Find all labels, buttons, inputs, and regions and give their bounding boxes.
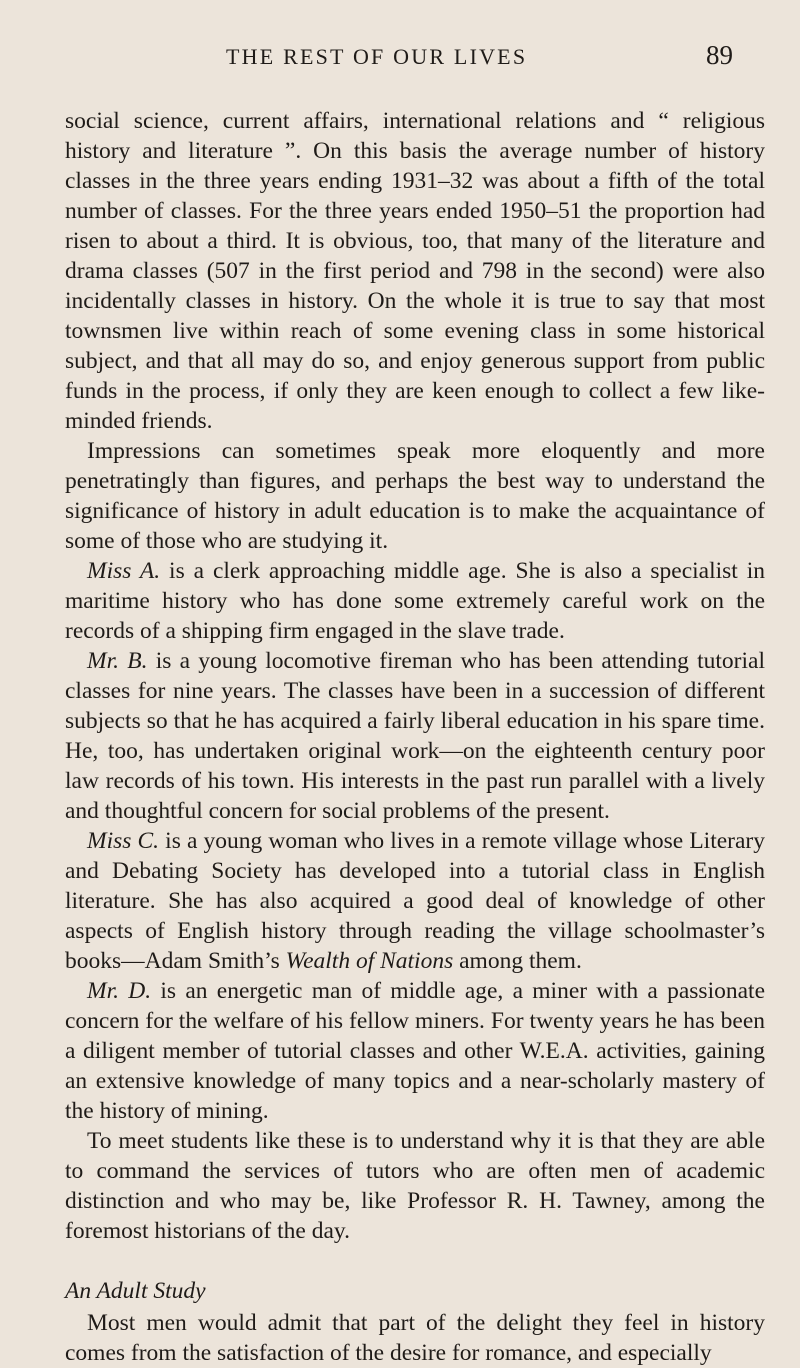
paragraph-text-tail: among them.: [453, 948, 582, 974]
paragraph-miss-c: [65, 826, 765, 976]
page-number: 89: [706, 40, 733, 70]
paragraph-text: To meet students like these is to understand why it is that they are able to command the services of tutors who are often men of academic distinction and who may be, like Professor R. H. Tawney, among the foremost historians of the day.: [65, 1128, 765, 1244]
running-head: [0, 40, 800, 84]
section-heading: An Adult Study: [65, 1278, 206, 1304]
paragraph-section-opening: [65, 1308, 765, 1368]
person-name: Mr. D.: [87, 978, 152, 1004]
paragraph-text: is an energetic man of middle age, a miner with a passionate concern for the welfare of his fellow miners. For twenty years he has been a diligent member of tutorial classes and other W.E.A. activities, gaining an extensive knowledge of many topics and a near-scholarly mastery of the history of mining.: [65, 978, 765, 1124]
paragraph-text: is a young woman who lives in a remote village whose Literary and Debating Society has developed into a tutorial class in English literature. She has also acquired a good deal of knowledge of other aspects of English history through reading the village schoolmaster’s books—Adam Smith’s: [65, 828, 765, 974]
paragraph-miss-a: [65, 556, 765, 646]
paragraph-mr-d: [65, 976, 765, 1126]
person-name: Miss A.: [87, 558, 161, 584]
paragraph-text: is a clerk approaching middle age. She is also a specialist in maritime history who has done some extremely careful work on the records of a shipping firm engaged in the slave trade.: [65, 558, 766, 644]
running-title: THE REST OF OUR LIVES: [226, 44, 528, 69]
body-text: [65, 106, 765, 1368]
paragraph-text: Most men would admit that part of the delight they feel in history comes from the satisfaction of the desire for romance, and especially: [65, 1310, 765, 1366]
paragraph-mr-b: [65, 646, 765, 826]
paragraph-text: is a young locomotive fireman who has been attending tutorial classes for nine years. The classes have been in a succession of different subjects so that he has acquired a fairly liberal education in his spare time. He, too, has undertaken original work—on the eighteenth century poor law records of his town. His interests in the past run parallel with a lively and thoughtful concern for social problems of the present.: [65, 648, 765, 824]
paragraph-impressions: [65, 436, 765, 556]
paragraph-text: Impressions can sometimes speak more eloquently and more penetratingly than figures, and perhaps the best way to understand the significance of history in adult education is to make the acquaintance of some of those who are studying it.: [65, 438, 765, 554]
paragraph-continued: [65, 106, 765, 436]
person-name: Mr. B.: [87, 648, 148, 674]
person-name: Miss C.: [87, 828, 160, 854]
book-title: Wealth of Nations: [285, 948, 454, 974]
paragraph-text: social science, current affairs, international relations and “ religious history and literature ”. On this basis the average number of history classes in the three years ending 1931–32 was about a fifth of the total number of classes. For the three years ended 1950–51 the proportion had risen to about a third. It is obvious, too, that many of the literature and drama classes (507 in the first period and 798 in the second) were also incidentally classes in history. On the whole it is true to say that most townsmen live within reach of some evening class in some historical subject, and that all may do so, and enjoy generous support from public funds in the process, if only they are keen enough to collect a few like-minded friends.: [65, 108, 765, 434]
paragraph-conclusion: [65, 1126, 765, 1246]
